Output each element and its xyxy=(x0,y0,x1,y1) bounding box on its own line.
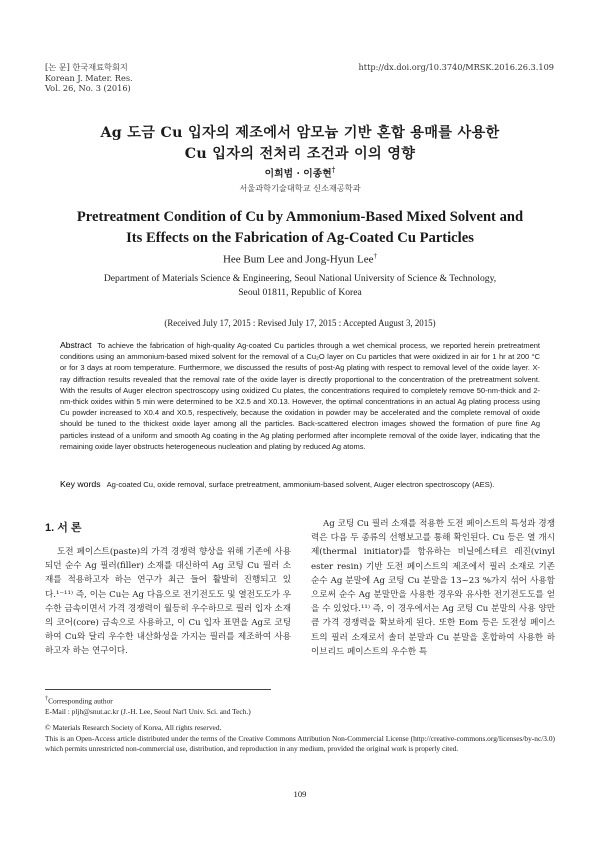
title-ko xyxy=(0,123,600,165)
footnote-email: E-Mail : pljh@snut.ac.kr (J.-H. Lee, Seoul Nat'l Univ. Sci. and Tech.) xyxy=(45,706,251,716)
journal-volume: Vol. 26, No. 3 (2016) xyxy=(45,83,131,93)
title-en xyxy=(0,207,600,248)
footnote-rule xyxy=(45,689,271,690)
body-paragraph: Ag 코팅 Cu 필러 소재를 적용한 도전 페이스트의 특성과 경쟁력은 다음 두 종류의 선행보고를 통해 확인된다. Cu 등은 열 개시제(thermal initiator)를 함유하는 비닐에스테르 레진(vinyl ester resin) 기반 도전 페이스트의 제조에서 필러 소재로 기존 순수 Ag 분말에 Ag 코팅 Cu 분말을 13~23 %가지 섞어 사용함으로써 순수 Ag 분말만을 사용한 경우와 유사한 전기전도도를 얻을 수 있었다.¹¹⁾ 즉, 이 경우에서는 Ag 코팅 Cu 분말의 사용 양만큼 가격 경쟁력을 확보하게 된다. 또한 Eom 등은 도전성 페이스트의 필러 소재로서 솔더 분말과 Cu 분말을 혼합하여 사용한 하이브리드 페이스트의 우수한 특 xyxy=(311,519,555,657)
section-heading: 1. 서 론 xyxy=(45,522,82,534)
title-ko-line2: Cu 입자의 전처리 조건과 이의 영향 xyxy=(184,146,416,162)
journal-header xyxy=(45,62,133,94)
keywords-label: Key words xyxy=(60,479,101,489)
authors-en xyxy=(0,252,600,266)
affiliation-ko: 서울과학기술대학교 신소재공학과 xyxy=(239,183,361,193)
body-right-column xyxy=(311,517,555,659)
keywords-text: Ag-coated Cu, oxide removal, surface pretreatment, ammonium-based solvent, Auger electron spectroscopy (AES). xyxy=(106,480,495,489)
authors-ko-names: 이희범 · 이종현 xyxy=(264,168,332,180)
footnote-license: This is an Open-Access article distributed under the terms of the Creative Commons Attribution Non-Commercial License (http://creative-commons.org/licenses/by-nc/3.0) which permits unrestricted non-commercial use, distribution, and reproduction in any medium, provided the original work is properly cited. xyxy=(45,733,555,754)
footnote-corresponding xyxy=(45,694,555,707)
title-en-line2: Its Effects on the Fabrication of Ag-Coated Cu Particles xyxy=(126,229,474,246)
corresponding-mark-en: † xyxy=(373,252,378,260)
article-dates: (Received July 17, 2015 : Revised July 17, 2015 : Accepted August 3, 2015) xyxy=(164,318,436,328)
footnote-copyright: © Materials Research Society of Korea, All rights reserved. xyxy=(45,723,222,733)
body-paragraph: 도전 페이스트(paste)의 가격 경쟁력 향상을 위해 기존에 사용되던 순수 Ag 필러(filler) 소재를 대신하여 Ag 코팅 Cu 필러 소재를 적용하고자 하는 연구가 최근 들어 활발히 진행되고 있다.¹⁻¹¹⁾ 즉, 이는 Cu는 Ag 다음으로 전기전도도 및 열전도도가 우수한 금속이면서 가격 경쟁력이 월등히 우수하므로 필러 입자 소재의 코어(core) 금속으로 사용하고, 이 Cu 입자 표면을 Ag로 코팅하여 Cu와 달리 우수한 내산화성을 가지는 필러를 제조하여 사용하고자 하는 연구이다. xyxy=(45,547,291,657)
doi-link[interactable]: http://dx.doi.org/10.3740/MRSK.2016.26.3.109 xyxy=(358,62,554,72)
affiliation-en-line1: Department of Materials Science & Engineering, Seoul National University of Science & Technology, xyxy=(103,273,497,284)
authors-ko xyxy=(0,165,600,179)
corresponding-mark: † xyxy=(331,165,336,174)
title-ko-line1: Ag 도금 Cu 입자의 제조에서 암모늄 기반 혼합 용매를 사용한 xyxy=(100,125,500,141)
abstract xyxy=(60,340,540,452)
affiliation-en-line2: Seoul 01811, Republic of Korea xyxy=(238,287,362,298)
title-en-line1: Pretreatment Condition of Cu by Ammonium-Based Mixed Solvent and xyxy=(76,209,524,225)
abstract-label: Abstract xyxy=(60,340,92,350)
footnote xyxy=(45,694,555,755)
affiliation-en xyxy=(0,272,600,300)
keywords xyxy=(60,479,540,489)
body-left-column xyxy=(45,545,291,659)
footnote-corresponding-text: Corresponding author xyxy=(48,696,113,706)
journal-name-en: Korean J. Mater. Res. xyxy=(45,72,133,83)
page-number: 109 xyxy=(293,789,307,799)
authors-en-names: Hee Bum Lee and Jong-Hyun Lee xyxy=(222,253,374,266)
abstract-text: To achieve the fabrication of high-quality Ag-coated Cu particles through a wet chemical process, we reported herein pretreatment conditions using an ammonium-based mixed solvent for the removal of a Cu₂O layer on Cu particles that were oxidized in air for 1 hr at 200 °C or for 3 days at room temperature. Furthermore, we discussed the results of post-Ag plating with respect to removal level of the oxide layer. X-ray diffraction results revealed that the removal rate of the oxide layer is directly proportional to the concentration of the pretreatment solvent. With the results of Auger electron spectroscopy using oxidized Cu plates, the concentrations required to completely remove 50-nm-thick and 2-nm-thick oxides within 5 min were determined to be X2.5 and X0.13. However, the optimal concentrations in an actual Ag plating process using Cu powder increased to X0.4 and X0.5, respectively, because the oxidation in powder may be accelerated and the complete removal of oxide should be tuned to the thickest oxide layer among all the particles. Back-scattered electron images showed the formation of pure fine Ag particles instead of a uniform and smooth Ag coating in the Ag plating performed after incomplete removal of the oxide layer, indicating that the remaining oxide layer obstructs heterogeneous nucleation and plating by reduced Ag atoms. xyxy=(60,341,540,451)
footnote-mark: † xyxy=(45,696,49,702)
journal-type: [논 문] 한국재료학회지 xyxy=(45,62,128,72)
